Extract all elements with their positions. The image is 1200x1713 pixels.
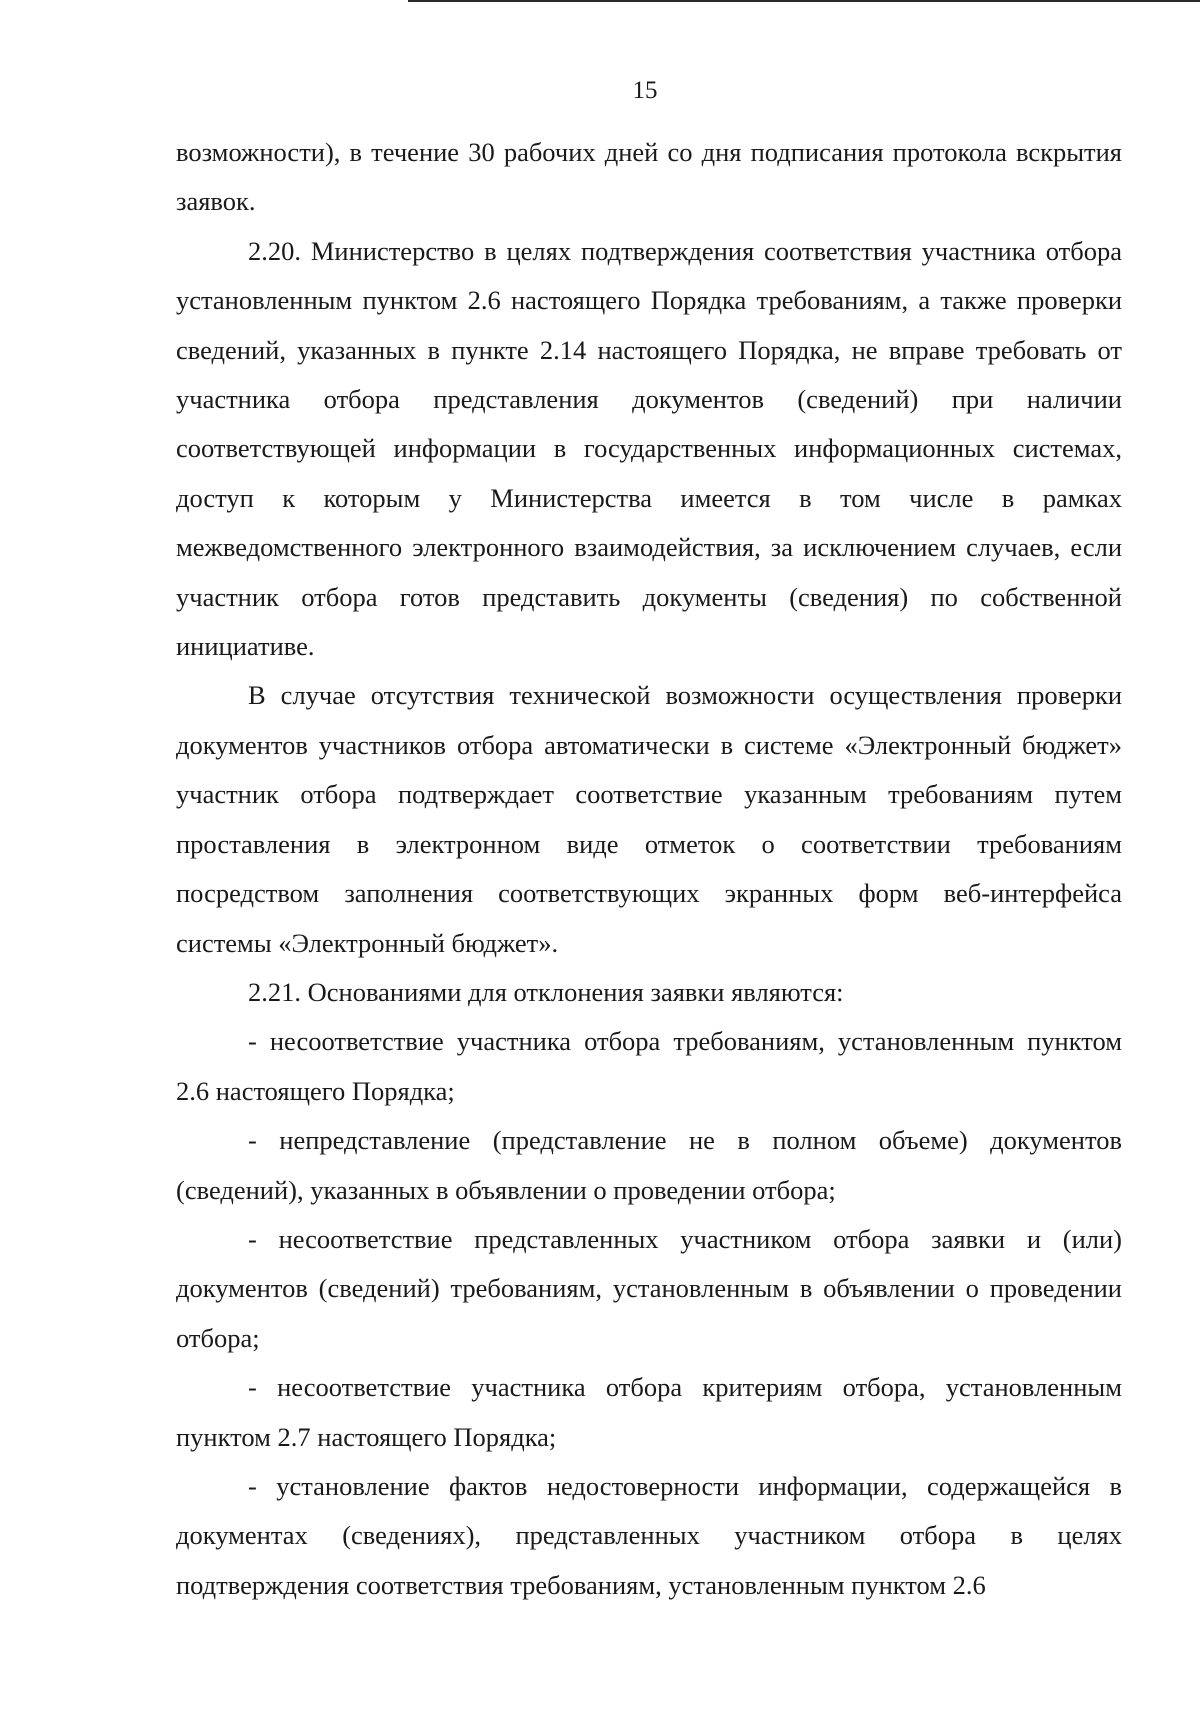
list-item: - несоответствие участника отбора критериям отбора, установленным пунктом 2.7 настоящего Порядка;	[176, 1372, 1122, 1452]
list-item: - несоответствие участника отбора требованиям, установленным пунктом 2.6 настоящего Порядка;	[176, 1026, 1122, 1106]
list-item: - непредставление (представление не в полном объеме) документов (сведений), указанных в объявлении о проведении отбора;	[176, 1125, 1122, 1205]
top-border-line	[408, 0, 1200, 2]
page-number: 15	[632, 77, 658, 104]
paragraph: В случае отсутствия технической возможности осуществления проверки документов участников отбора автоматически в системе «Электронный бюджет» участник отбора подтверждает соответствие указанным требованиям путем проставления в электронном виде отметок о соответствии требованиям посредством заполнения соответствующих экранных форм веб-интерфейса системы «Электронный бюджет».	[176, 680, 1122, 958]
list-item: - установление фактов недостоверности информации, содержащейся в документах (сведениях), представленных участником отбора в целях подтверждения соответствия требованиям, установленным пунктом 2.6	[176, 1470, 1122, 1600]
document-body	[176, 128, 1122, 1610]
paragraph: 2.20. Министерство в целях подтверждения соответствия участника отбора установленным пунктом 2.6 настоящего Порядка требованиям, а также проверки сведений, указанных в пункте 2.14 настоящего Порядка, не вправе требовать от участника отбора представления документов (сведений) при наличии соответствующей информации в государственных информационных системах, доступ к которым у Министерства имеется в том числе в рамках межведомственного электронного взаимодействия, за исключением случаев, если участник отбора готов представить документы (сведения) по собственной инициативе.	[176, 235, 1122, 662]
paragraph: возможности), в течение 30 рабочих дней со дня подписания протокола вскрытия заявок.	[176, 137, 1122, 217]
paragraph: 2.21. Основаниями для отклонения заявки являются:	[248, 976, 844, 1007]
list-item: - несоответствие представленных участником отбора заявки и (или) документов (сведений) требованиям, установленным в объявлении о проведении отбора;	[176, 1223, 1122, 1353]
